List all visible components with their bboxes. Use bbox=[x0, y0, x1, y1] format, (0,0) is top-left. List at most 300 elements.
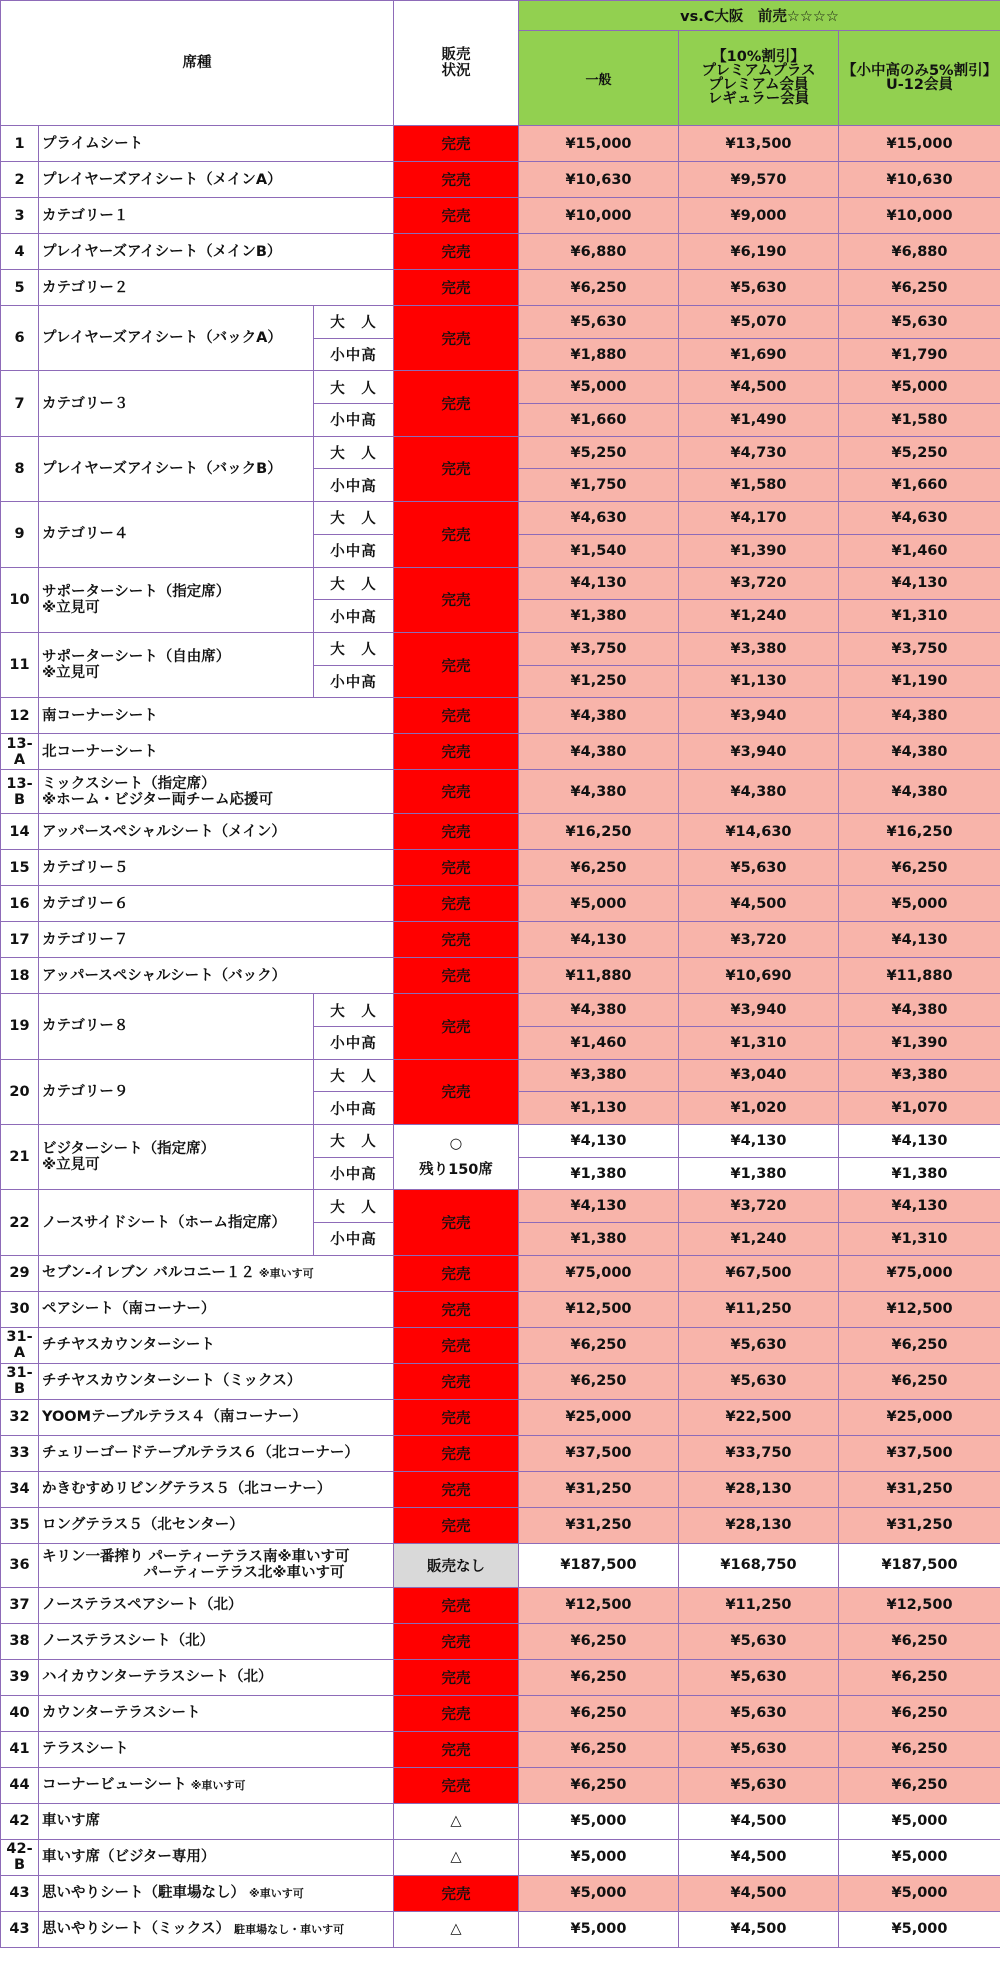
general-price: ¥4,130 bbox=[519, 922, 679, 958]
u12-price: ¥4,380 bbox=[839, 770, 1000, 814]
member-price: ¥6,190 bbox=[679, 234, 839, 270]
status-badge: 完売 bbox=[394, 886, 519, 922]
u12-price: ¥31,250 bbox=[839, 1471, 1000, 1507]
u12-price: ¥4,630 bbox=[839, 502, 1000, 535]
member-price: ¥4,500 bbox=[679, 886, 839, 922]
u12-price: ¥16,250 bbox=[839, 814, 1000, 850]
status-badge: 完売 bbox=[394, 126, 519, 162]
member-price: ¥5,630 bbox=[679, 850, 839, 886]
member-price: ¥9,000 bbox=[679, 198, 839, 234]
seat-name bbox=[39, 1255, 394, 1291]
seat-number: 31-A bbox=[1, 1327, 39, 1363]
table-row bbox=[1, 1543, 1000, 1587]
member-price: ¥5,630 bbox=[679, 1363, 839, 1399]
seat-name bbox=[39, 567, 314, 632]
seat-number: 21 bbox=[1, 1125, 39, 1190]
table-row bbox=[1, 1327, 1000, 1363]
table-row bbox=[1, 502, 1000, 535]
member-price: ¥5,630 bbox=[679, 1767, 839, 1803]
seat-name bbox=[39, 436, 314, 501]
seat-number: 39 bbox=[1, 1659, 39, 1695]
table-row bbox=[1, 371, 1000, 404]
general-price: ¥31,250 bbox=[519, 1471, 679, 1507]
general-price: ¥1,380 bbox=[519, 600, 679, 633]
status-badge bbox=[394, 1125, 519, 1190]
seat-name bbox=[39, 1623, 394, 1659]
u12-price: ¥1,660 bbox=[839, 469, 1000, 502]
table-row bbox=[1, 567, 1000, 600]
seat-name-label: チェリーゴードテーブルテラス６（北コーナー） bbox=[42, 1445, 359, 1462]
seat-number: 22 bbox=[1, 1190, 39, 1255]
status-badge: △ bbox=[394, 1911, 519, 1947]
status-badge: 完売 bbox=[394, 234, 519, 270]
u12-price: ¥5,250 bbox=[839, 436, 1000, 469]
seat-name bbox=[39, 1875, 394, 1911]
status-badge: 完売 bbox=[394, 1587, 519, 1623]
status-badge: 完売 bbox=[394, 698, 519, 734]
member-price: ¥1,310 bbox=[679, 1026, 839, 1059]
general-price: ¥12,500 bbox=[519, 1587, 679, 1623]
status-badge: 完売 bbox=[394, 1435, 519, 1471]
seat-name-label: カテゴリー５ bbox=[42, 859, 129, 876]
table-row bbox=[1, 126, 1000, 162]
seat-name bbox=[39, 1767, 394, 1803]
child-label: 小中高 bbox=[314, 1157, 394, 1190]
seat-number: 10 bbox=[1, 567, 39, 632]
seat-name-label: カテゴリー９ bbox=[42, 1083, 129, 1100]
seat-name bbox=[39, 1839, 394, 1875]
general-price: ¥5,000 bbox=[519, 371, 679, 404]
seat-number: 7 bbox=[1, 371, 39, 436]
seat-name-label: 北コーナーシート bbox=[42, 743, 158, 760]
child-label: 小中高 bbox=[314, 1223, 394, 1256]
u12-price: ¥3,380 bbox=[839, 1059, 1000, 1092]
status-badge: 完売 bbox=[394, 994, 519, 1059]
seat-name-label: YOOMテーブルテラス４（南コーナー） bbox=[42, 1409, 307, 1426]
seat-name bbox=[39, 126, 394, 162]
general-price: ¥4,380 bbox=[519, 734, 679, 770]
u12-price: ¥1,310 bbox=[839, 1223, 1000, 1256]
seat-note: ※ホーム・ビジター両チーム応援可 bbox=[42, 791, 274, 808]
member-price: ¥4,380 bbox=[679, 770, 839, 814]
seat-name-label: アッパースペシャルシート（メイン） bbox=[42, 823, 286, 840]
u12-price: ¥5,000 bbox=[839, 1803, 1000, 1839]
table-row bbox=[1, 1839, 1000, 1875]
seat-note: ※立見可 bbox=[42, 599, 100, 616]
status-badge: 完売 bbox=[394, 1190, 519, 1255]
u12-price: ¥1,310 bbox=[839, 600, 1000, 633]
table-row bbox=[1, 1255, 1000, 1291]
seat-name-label: サポーターシート（指定席） bbox=[42, 583, 231, 600]
child-label: 小中高 bbox=[314, 469, 394, 502]
general-price: ¥37,500 bbox=[519, 1435, 679, 1471]
general-price: ¥6,250 bbox=[519, 1731, 679, 1767]
u12-price: ¥4,130 bbox=[839, 1190, 1000, 1223]
seat-name-label: ノースサイドシート（ホーム指定席） bbox=[42, 1214, 287, 1231]
seat-name-label: コーナービューシート bbox=[42, 1776, 187, 1793]
general-price: ¥1,130 bbox=[519, 1092, 679, 1125]
status-badge: 完売 bbox=[394, 306, 519, 371]
seat-name-label: 思いやりシート（駐車場なし） bbox=[42, 1884, 245, 1901]
seat-name-label: ロングテラス５（北センター） bbox=[42, 1517, 244, 1534]
table-row bbox=[1, 1190, 1000, 1223]
seat-name bbox=[39, 814, 394, 850]
general-price: ¥6,250 bbox=[519, 1363, 679, 1399]
member-price: ¥1,690 bbox=[679, 338, 839, 371]
seat-note: パーティーテラス北※車いす可 bbox=[42, 1565, 345, 1582]
table-row bbox=[1, 162, 1000, 198]
seat-number: 42-B bbox=[1, 1839, 39, 1875]
general-price: ¥5,630 bbox=[519, 306, 679, 339]
table-row bbox=[1, 1623, 1000, 1659]
general-price: ¥12,500 bbox=[519, 1291, 679, 1327]
general-price: ¥16,250 bbox=[519, 814, 679, 850]
seat-name bbox=[39, 1507, 394, 1543]
table-row bbox=[1, 632, 1000, 665]
seat-name bbox=[39, 1291, 394, 1327]
u12-price: ¥6,250 bbox=[839, 1731, 1000, 1767]
status-badge: 完売 bbox=[394, 814, 519, 850]
member-price: ¥10,690 bbox=[679, 958, 839, 994]
seat-name-label: プライムシート bbox=[42, 135, 144, 152]
table-row bbox=[1, 306, 1000, 339]
u12-price: ¥1,460 bbox=[839, 534, 1000, 567]
seat-name-label: カテゴリー６ bbox=[42, 895, 129, 912]
member-price: ¥67,500 bbox=[679, 1255, 839, 1291]
general-price: ¥6,250 bbox=[519, 1659, 679, 1695]
u12-price: ¥1,790 bbox=[839, 338, 1000, 371]
member-price: ¥4,500 bbox=[679, 1839, 839, 1875]
seat-note: ※立見可 bbox=[42, 665, 100, 682]
seat-name bbox=[39, 1363, 394, 1399]
member-price: ¥4,730 bbox=[679, 436, 839, 469]
seat-name-label: キリン一番搾り パーティーテラス南※車いす可 bbox=[42, 1549, 350, 1566]
u12-price: ¥5,630 bbox=[839, 306, 1000, 339]
general-price: ¥6,250 bbox=[519, 1327, 679, 1363]
seat-name bbox=[39, 922, 394, 958]
seat-name bbox=[39, 1911, 394, 1947]
general-price: ¥4,130 bbox=[519, 1190, 679, 1223]
u12-price: ¥4,130 bbox=[839, 922, 1000, 958]
seat-name-label: ビジターシート（指定席） bbox=[42, 1141, 216, 1158]
general-price: ¥15,000 bbox=[519, 126, 679, 162]
table-row bbox=[1, 770, 1000, 814]
seat-name bbox=[39, 1327, 394, 1363]
seat-name bbox=[39, 958, 394, 994]
seat-name-label: カテゴリー３ bbox=[42, 395, 129, 412]
general-price: ¥1,380 bbox=[519, 1157, 679, 1190]
general-price: ¥5,000 bbox=[519, 1803, 679, 1839]
seat-number: 32 bbox=[1, 1399, 39, 1435]
seat-name bbox=[39, 1435, 394, 1471]
seat-name-label: ミックスシート（指定席） bbox=[42, 775, 216, 792]
general-price: ¥1,460 bbox=[519, 1026, 679, 1059]
child-label: 小中高 bbox=[314, 665, 394, 698]
seat-number: 37 bbox=[1, 1587, 39, 1623]
member-price: ¥1,240 bbox=[679, 1223, 839, 1256]
status-badge: 完売 bbox=[394, 371, 519, 436]
seat-name-label: かきむすめリビングテラス５（北コーナー） bbox=[42, 1481, 332, 1498]
member-price: ¥13,500 bbox=[679, 126, 839, 162]
adult-label: 大 人 bbox=[314, 436, 394, 469]
table-row bbox=[1, 698, 1000, 734]
seat-type-header: 席種 bbox=[1, 1, 394, 126]
table-row bbox=[1, 1435, 1000, 1471]
seat-name-label: カウンターテラスシート bbox=[42, 1705, 201, 1722]
seat-name-label: テラスシート bbox=[42, 1741, 129, 1758]
seat-name-label: カテゴリー８ bbox=[42, 1018, 129, 1035]
member-price: ¥1,580 bbox=[679, 469, 839, 502]
member-price: ¥1,130 bbox=[679, 665, 839, 698]
member-price: ¥1,240 bbox=[679, 600, 839, 633]
remaining-seats-label: 残り150席 bbox=[419, 1162, 493, 1179]
general-price: ¥5,000 bbox=[519, 1875, 679, 1911]
general-price: ¥3,380 bbox=[519, 1059, 679, 1092]
u12-price: ¥6,250 bbox=[839, 270, 1000, 306]
seat-name bbox=[39, 850, 394, 886]
u12-price: ¥5,000 bbox=[839, 1875, 1000, 1911]
table-row bbox=[1, 994, 1000, 1027]
general-price: ¥4,380 bbox=[519, 770, 679, 814]
table-row bbox=[1, 1803, 1000, 1839]
seat-number: 31-B bbox=[1, 1363, 39, 1399]
seat-number: 19 bbox=[1, 994, 39, 1059]
table-row bbox=[1, 1291, 1000, 1327]
adult-label: 大 人 bbox=[314, 567, 394, 600]
adult-label: 大 人 bbox=[314, 1059, 394, 1092]
status-badge: 完売 bbox=[394, 922, 519, 958]
seat-name-label: チチヤスカウンターシート（ミックス） bbox=[42, 1373, 302, 1390]
child-label: 小中高 bbox=[314, 600, 394, 633]
table-row bbox=[1, 886, 1000, 922]
table-row bbox=[1, 1363, 1000, 1399]
status-header: 販売 状況 bbox=[394, 1, 519, 126]
status-badge: 完売 bbox=[394, 1623, 519, 1659]
u12-price: ¥187,500 bbox=[839, 1543, 1000, 1587]
seat-name-label: ノーステラスペアシート（北） bbox=[42, 1597, 243, 1614]
seat-number: 6 bbox=[1, 306, 39, 371]
status-badge: 完売 bbox=[394, 770, 519, 814]
child-label: 小中高 bbox=[314, 1092, 394, 1125]
table-row bbox=[1, 1587, 1000, 1623]
member-price: ¥3,720 bbox=[679, 1190, 839, 1223]
general-price: ¥1,660 bbox=[519, 404, 679, 437]
table-row bbox=[1, 1767, 1000, 1803]
general-price: ¥1,250 bbox=[519, 665, 679, 698]
seat-number: 34 bbox=[1, 1471, 39, 1507]
adult-label: 大 人 bbox=[314, 994, 394, 1027]
seat-note: ※立見可 bbox=[42, 1157, 100, 1174]
general-price: ¥5,000 bbox=[519, 1839, 679, 1875]
u12-price: ¥6,250 bbox=[839, 1767, 1000, 1803]
member-price: ¥5,630 bbox=[679, 1659, 839, 1695]
seat-number: 36 bbox=[1, 1543, 39, 1587]
general-price: ¥1,380 bbox=[519, 1223, 679, 1256]
seat-name-label: プレイヤーズアイシート（バックA） bbox=[42, 330, 282, 347]
table-row bbox=[1, 1399, 1000, 1435]
seat-name bbox=[39, 502, 314, 567]
table-row bbox=[1, 850, 1000, 886]
seat-name bbox=[39, 1587, 394, 1623]
seat-name bbox=[39, 1190, 314, 1255]
general-price: ¥5,000 bbox=[519, 1911, 679, 1947]
seat-name bbox=[39, 162, 394, 198]
seat-number: 9 bbox=[1, 502, 39, 567]
seat-name-label: カテゴリー１ bbox=[42, 207, 129, 224]
u12-price: ¥12,500 bbox=[839, 1587, 1000, 1623]
adult-label: 大 人 bbox=[314, 371, 394, 404]
general-price: ¥4,130 bbox=[519, 1125, 679, 1158]
u12-price: ¥10,000 bbox=[839, 198, 1000, 234]
status-badge: 完売 bbox=[394, 1363, 519, 1399]
status-badge: 完売 bbox=[394, 1659, 519, 1695]
u12-price: ¥31,250 bbox=[839, 1507, 1000, 1543]
seat-name bbox=[39, 198, 394, 234]
seat-name-label: ハイカウンターテラスシート（北） bbox=[42, 1669, 273, 1686]
u12-price: ¥5,000 bbox=[839, 1911, 1000, 1947]
general-price: ¥187,500 bbox=[519, 1543, 679, 1587]
seat-name-label: 南コーナーシート bbox=[42, 707, 158, 724]
member-price: ¥5,630 bbox=[679, 270, 839, 306]
seat-number: 35 bbox=[1, 1507, 39, 1543]
member-price: ¥5,630 bbox=[679, 1327, 839, 1363]
seat-name-label: アッパースペシャルシート（バック） bbox=[42, 967, 287, 984]
seat-name-label: カテゴリー４ bbox=[42, 526, 129, 543]
table-row bbox=[1, 958, 1000, 994]
member-price: ¥1,020 bbox=[679, 1092, 839, 1125]
general-price: ¥75,000 bbox=[519, 1255, 679, 1291]
seat-name bbox=[39, 1803, 394, 1839]
seat-number: 33 bbox=[1, 1435, 39, 1471]
general-price: ¥4,130 bbox=[519, 567, 679, 600]
u12-price: ¥25,000 bbox=[839, 1399, 1000, 1435]
member-price: ¥28,130 bbox=[679, 1471, 839, 1507]
seat-name-label: プレイヤーズアイシート（メインA） bbox=[42, 171, 282, 188]
seat-number: 3 bbox=[1, 198, 39, 234]
seat-name bbox=[39, 1125, 314, 1190]
u12-price: ¥4,130 bbox=[839, 567, 1000, 600]
u12-price: ¥6,250 bbox=[839, 1659, 1000, 1695]
adult-label: 大 人 bbox=[314, 1190, 394, 1223]
general-price: ¥4,380 bbox=[519, 698, 679, 734]
seat-name bbox=[39, 1059, 314, 1124]
seat-name-label: プレイヤーズアイシート（バックB） bbox=[42, 460, 282, 477]
seat-name bbox=[39, 1471, 394, 1507]
seat-number: 38 bbox=[1, 1623, 39, 1659]
member-price: ¥3,720 bbox=[679, 922, 839, 958]
seat-number: 43 bbox=[1, 1875, 39, 1911]
general-price: ¥4,630 bbox=[519, 502, 679, 535]
u12-price: ¥5,000 bbox=[839, 1839, 1000, 1875]
status-badge: 完売 bbox=[394, 1291, 519, 1327]
status-badge: 完売 bbox=[394, 632, 519, 697]
seat-name-label: 車いす席（ビジター専用） bbox=[42, 1849, 216, 1866]
seat-number: 5 bbox=[1, 270, 39, 306]
u12-price: ¥6,250 bbox=[839, 1327, 1000, 1363]
table-row bbox=[1, 1471, 1000, 1507]
seat-name-label: チチヤスカウンターシート bbox=[42, 1337, 215, 1354]
general-price: ¥6,250 bbox=[519, 1767, 679, 1803]
member-price: ¥3,380 bbox=[679, 632, 839, 665]
child-label: 小中高 bbox=[314, 534, 394, 567]
seat-name-label: セブン-イレブン バルコニー１２ bbox=[42, 1264, 255, 1281]
member-price: ¥9,570 bbox=[679, 162, 839, 198]
u12-price: ¥6,250 bbox=[839, 850, 1000, 886]
table-row bbox=[1, 234, 1000, 270]
table-row bbox=[1, 270, 1000, 306]
general-price: ¥5,250 bbox=[519, 436, 679, 469]
adult-label: 大 人 bbox=[314, 502, 394, 535]
seat-number: 40 bbox=[1, 1695, 39, 1731]
member-price: ¥3,940 bbox=[679, 698, 839, 734]
seat-number: 8 bbox=[1, 436, 39, 501]
seat-name bbox=[39, 1731, 394, 1767]
member-price: ¥3,940 bbox=[679, 734, 839, 770]
seat-number: 4 bbox=[1, 234, 39, 270]
member-price: ¥14,630 bbox=[679, 814, 839, 850]
general-price: ¥10,630 bbox=[519, 162, 679, 198]
seat-name-label: カテゴリー２ bbox=[42, 279, 129, 296]
general-price: ¥1,880 bbox=[519, 338, 679, 371]
general-price: ¥6,250 bbox=[519, 1695, 679, 1731]
availability-circle-icon: ○ bbox=[449, 1136, 463, 1153]
child-label: 小中高 bbox=[314, 338, 394, 371]
seat-name bbox=[39, 1543, 394, 1587]
member-price: ¥1,380 bbox=[679, 1157, 839, 1190]
general-price-header: 一般 bbox=[519, 31, 679, 126]
seat-number: 2 bbox=[1, 162, 39, 198]
member-price: ¥168,750 bbox=[679, 1543, 839, 1587]
seat-name-label: ペアシート（南コーナー） bbox=[42, 1301, 216, 1318]
table-row bbox=[1, 198, 1000, 234]
general-price: ¥1,540 bbox=[519, 534, 679, 567]
adult-label: 大 人 bbox=[314, 306, 394, 339]
seat-name-label: カテゴリー７ bbox=[42, 931, 129, 948]
match-title: vs.C大阪 前売☆☆☆☆ bbox=[519, 1, 1000, 31]
seat-number: 14 bbox=[1, 814, 39, 850]
status-badge: 完売 bbox=[394, 1327, 519, 1363]
status-badge: 完売 bbox=[394, 1695, 519, 1731]
seat-number: 42 bbox=[1, 1803, 39, 1839]
u12-price: ¥4,380 bbox=[839, 698, 1000, 734]
member-price: ¥3,040 bbox=[679, 1059, 839, 1092]
member-price: ¥3,720 bbox=[679, 567, 839, 600]
u12-price: ¥3,750 bbox=[839, 632, 1000, 665]
seat-name bbox=[39, 632, 314, 697]
u12-price: ¥4,380 bbox=[839, 994, 1000, 1027]
member-price: ¥3,940 bbox=[679, 994, 839, 1027]
member-price: ¥4,170 bbox=[679, 502, 839, 535]
u12-price: ¥12,500 bbox=[839, 1291, 1000, 1327]
seat-number: 30 bbox=[1, 1291, 39, 1327]
seat-name bbox=[39, 994, 314, 1059]
seat-number: 41 bbox=[1, 1731, 39, 1767]
seat-number: 15 bbox=[1, 850, 39, 886]
status-badge: △ bbox=[394, 1803, 519, 1839]
seat-number: 13-B bbox=[1, 770, 39, 814]
u12-price: ¥5,000 bbox=[839, 371, 1000, 404]
u12-price: ¥1,190 bbox=[839, 665, 1000, 698]
seat-number: 11 bbox=[1, 632, 39, 697]
status-badge: 完売 bbox=[394, 1255, 519, 1291]
child-label: 小中高 bbox=[314, 1026, 394, 1059]
adult-label: 大 人 bbox=[314, 632, 394, 665]
table-row bbox=[1, 1911, 1000, 1947]
seat-name-label: プレイヤーズアイシート（メインB） bbox=[42, 243, 282, 260]
status-badge: 完売 bbox=[394, 958, 519, 994]
member-price: ¥1,490 bbox=[679, 404, 839, 437]
u12-price: ¥1,380 bbox=[839, 1157, 1000, 1190]
